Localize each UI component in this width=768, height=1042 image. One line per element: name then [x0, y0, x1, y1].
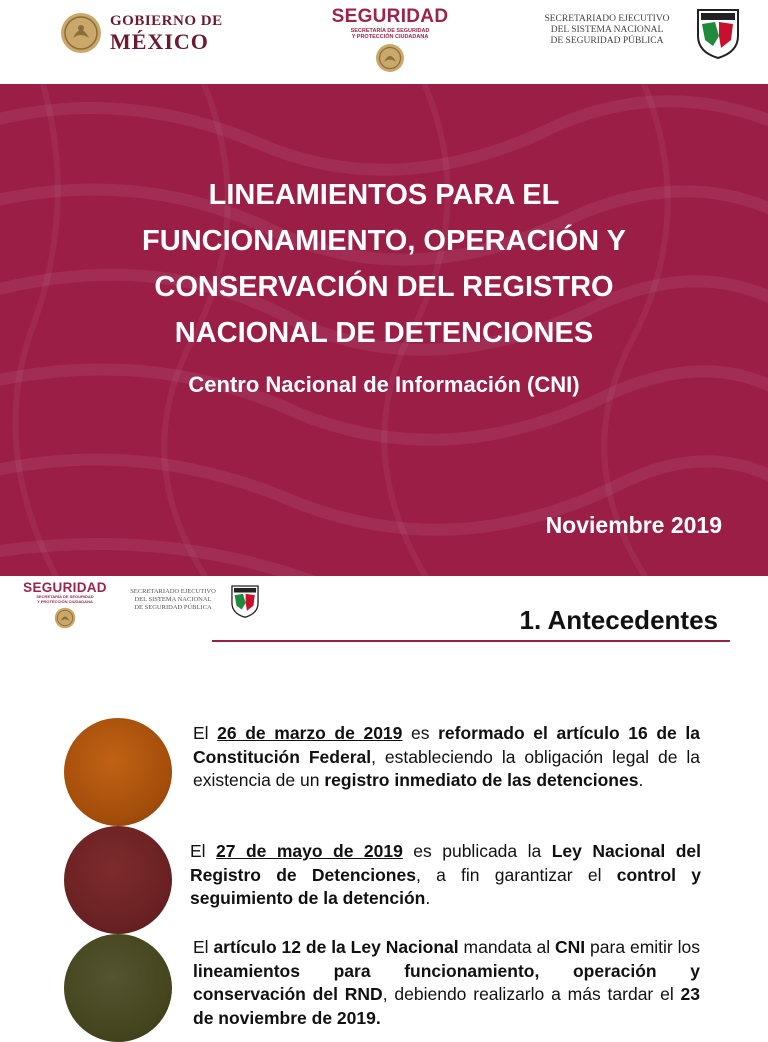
bullet-circle-maroon — [64, 826, 172, 934]
paragraph-text: es publicada la — [402, 841, 552, 861]
presentation-date: Noviembre 2019 — [545, 512, 722, 538]
paragraph-articulo-12 — [193, 936, 700, 1030]
emphasis-text: artículo 12 de la Ley Nacional — [213, 937, 459, 957]
gobierno-de-mexico-logo — [60, 12, 223, 54]
national-seal-icon — [60, 12, 102, 54]
paragraph-text: El — [193, 723, 218, 743]
antecedentes-slide — [0, 576, 768, 1028]
sesnsp-text — [534, 14, 680, 47]
emphasis-text: registro inmediato de las detenciones — [324, 770, 639, 790]
emphasis-text: 27 de mayo de 2019 — [216, 841, 403, 861]
paragraph-reforma — [193, 722, 700, 793]
gobierno-line1: GOBIERNO DE — [110, 12, 223, 29]
title-line-2: FUNCIONAMIENTO, OPERACIÓN Y — [142, 225, 626, 257]
seguridad-title-small: SEGURIDAD — [23, 580, 107, 595]
seguridad-subtitle-1: SECRETARÍA DE SEGURIDAD — [350, 28, 430, 34]
title-band — [0, 84, 768, 576]
bullet-circle-orange — [64, 718, 172, 826]
sesnsp-small-line2: DEL SISTEMA NACIONAL — [134, 596, 212, 603]
seguridad-logo — [320, 6, 460, 78]
paragraph-text: mandata al — [458, 937, 556, 957]
bullet-circle-olive — [64, 934, 172, 1042]
emphasis-text: CNI — [555, 937, 586, 957]
emphasis-text: Ley Nacional del Registro de Detenciones — [190, 841, 701, 885]
presentation-title — [40, 172, 728, 356]
emphasis-text: lineamientos para funcionamiento, operación y conservación del RND — [193, 960, 700, 1004]
paragraph-text: , estableciendo la obligación legal de la existencia de un — [193, 746, 700, 790]
section-divider — [212, 640, 730, 642]
seguridad-title: SEGURIDAD — [331, 6, 449, 27]
sesnsp-small-line1: SECRETARIADO EJECUTIVO — [130, 588, 216, 595]
presentation-subtitle: Centro Nacional de Información (CNI) — [188, 372, 580, 397]
paragraph-text: El — [193, 937, 214, 957]
seguridad-logo-small — [20, 580, 110, 634]
seguridad-subtitle-small-1: SECRETARÍA DE SEGURIDAD — [36, 594, 94, 599]
emphasis-text: 26 de marzo de 2019 — [217, 723, 403, 743]
seguridad-seal-small-icon — [54, 607, 76, 629]
emphasis-text: 23 de noviembre de 2019. — [193, 984, 701, 1028]
sesnsp-text-small — [124, 588, 222, 612]
sesnsp-line2: DEL SISTEMA NACIONAL — [550, 25, 664, 35]
section-title: 1. Antecedentes — [519, 605, 718, 635]
paragraph-ley-nacional — [190, 840, 701, 911]
paragraph-text: es — [402, 723, 439, 743]
gobierno-line2: MÉXICO — [110, 28, 209, 54]
paragraph-text: . — [425, 888, 431, 908]
paragraph-text: , debiendo realizarlo a más tardar el — [382, 984, 681, 1004]
sesnsp-shield-small-icon — [230, 580, 260, 622]
title-line-3: CONSERVACIÓN DEL REGISTRO — [154, 271, 614, 303]
sesnsp-line3: DE SEGURIDAD PÚBLICA — [550, 36, 664, 46]
emphasis-text: control y seguimiento de la detención — [190, 864, 701, 908]
paragraph-text: El — [190, 841, 217, 861]
seguridad-subtitle-2: Y PROTECCIÓN CIUDADANA — [351, 34, 429, 40]
title-line-4: NACIONAL DE DETENCIONES — [174, 317, 594, 349]
paragraph-text: para emitir los — [585, 937, 700, 957]
title-line-1: LINEAMIENTOS PARA EL — [208, 179, 560, 211]
sesnsp-small-line3: DE SEGURIDAD PÚBLICA — [134, 604, 212, 611]
slide1-header — [0, 0, 768, 84]
seguridad-subtitle-small-2: Y PROTECCIÓN CIUDADANA — [37, 598, 93, 604]
paragraph-text: . — [638, 770, 644, 790]
emphasis-text: reformado el artículo 16 de la Constitución Federal — [193, 723, 700, 767]
gobierno-text — [110, 14, 223, 53]
sesnsp-line1: SECRETARIADO EJECUTIVO — [544, 14, 670, 24]
paragraph-text: , a fin garantizar el — [415, 864, 617, 885]
seguridad-seal-icon — [375, 43, 405, 73]
sesnsp-shield-icon — [695, 6, 741, 60]
